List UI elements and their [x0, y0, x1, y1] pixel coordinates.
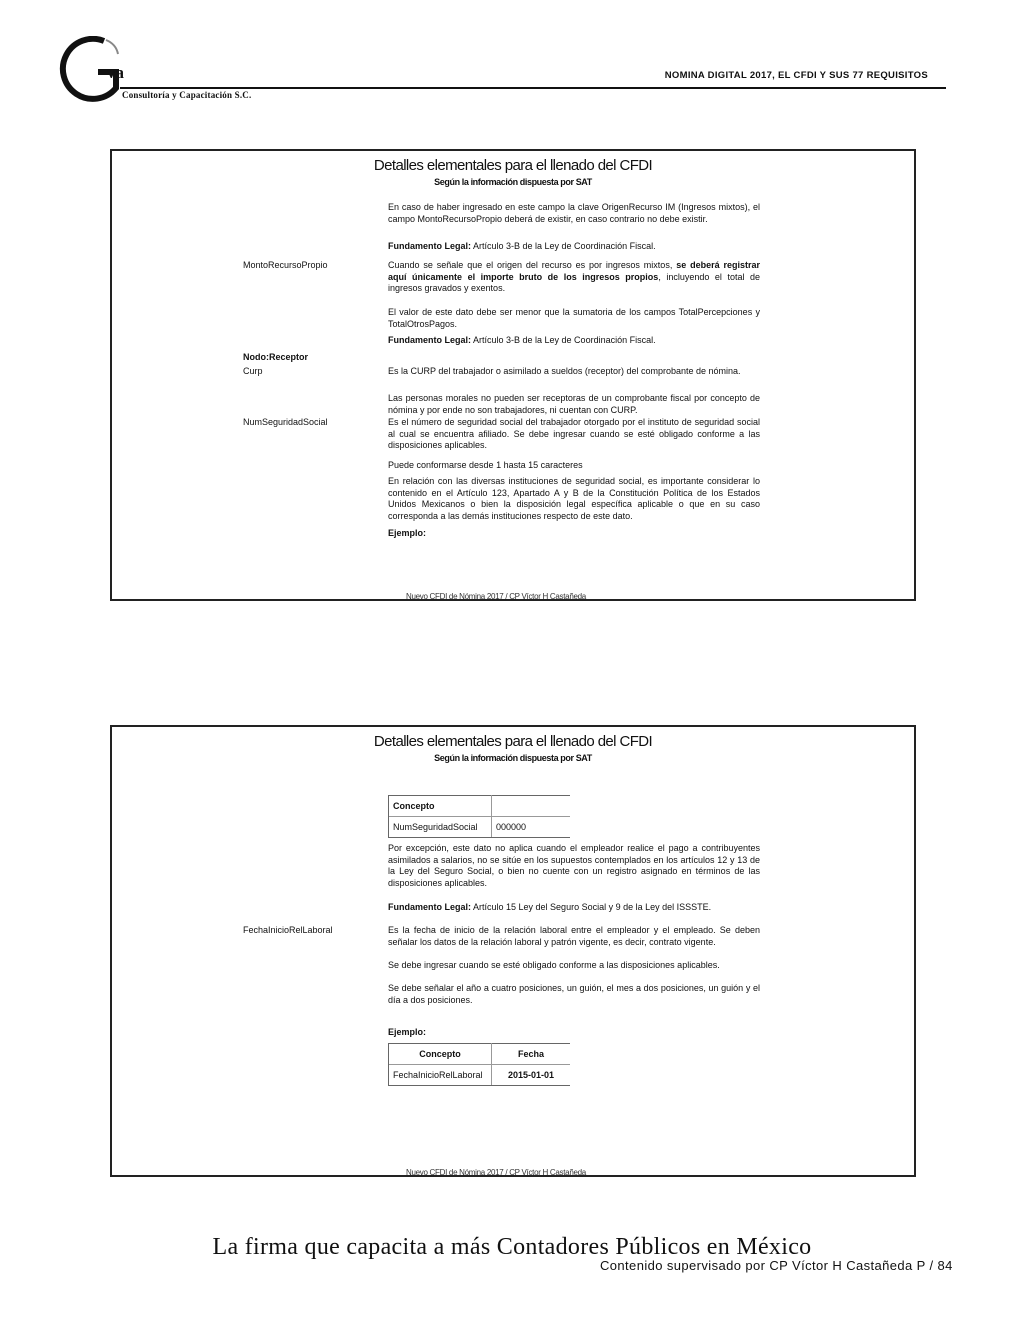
- paragraph: Es la CURP del trabajador o asimilado a sueldos (receptor) del comprobante de nómina.: [388, 366, 741, 376]
- legal-basis: Fundamento Legal: Artículo 3-B de la Ley de Coordinación Fiscal.: [388, 335, 656, 345]
- table-cell: 2015-01-01: [492, 1065, 571, 1086]
- slide-footer: Nuevo CFDI de Nómina 2017 / CP Víctor H Castañeda: [406, 1168, 586, 1177]
- page-footer-note: Contenido supervisado por CP Víctor H Castañeda P / 84: [600, 1258, 953, 1273]
- example-table-fecha: [388, 1043, 570, 1086]
- paragraph: Cuando se señale que el origen del recurso es por ingresos mixtos, se deberá registrar aquí únicamente el importe bruto de los ingresos propios, incluyendo el total de ingresos gravados y exentos.: [388, 260, 761, 294]
- header-divider: [120, 87, 946, 89]
- paragraph: En caso de haber ingresado en este campo la clave OrigenRecurso IM (Ingresos mixtos), el campo MontoRecursoPropio deberá de existir, en caso contrario no debe existir.: [388, 202, 760, 224]
- slide-2: [110, 725, 916, 1177]
- field-label-fecha: FechaInicioRelLaboral: [243, 925, 333, 935]
- node-label-receptor: Nodo:Receptor: [243, 352, 308, 362]
- paragraph: Es el número de seguridad social del trabajador otorgado por el instituto de seguridad social al cual se encuentra afiliado. Se debe ingresar cuando se esté obligado conforme a las disposiciones aplicables.: [388, 417, 760, 451]
- example-table-nss: [388, 795, 570, 838]
- paragraph: En relación con las diversas instituciones de seguridad social, es importante considerar lo contenido en el Artículo 123, Apartado A y B de la Constitución Política de los Estados Unidos Mexicanos o bien la disposición legal específica aplicable o que en su caso corresponda a las demás instituciones respecto de este dato.: [388, 476, 760, 521]
- example-label: Ejemplo:: [388, 1027, 427, 1037]
- table-cell: 000000: [492, 817, 571, 838]
- table-header-cell: Concepto: [389, 796, 492, 817]
- legal-basis: Fundamento Legal: Artículo 15 Ley del Seguro Social y 9 de la Ley del ISSSTE.: [388, 902, 712, 912]
- table-cell: NumSeguridadSocial: [389, 817, 492, 838]
- slide-subtitle: Según la información dispuesta por SAT: [434, 177, 592, 187]
- field-label-monto: MontoRecursoPropio: [243, 260, 328, 270]
- table-header-cell: Concepto: [389, 1044, 492, 1065]
- slide-title: Detalles elementales para el llenado del CFDI: [373, 733, 653, 750]
- paragraph: Puede conformarse desde 1 hasta 15 caracteres: [388, 460, 583, 470]
- company-name: Consultoría y Capacitación S.C.: [122, 90, 252, 100]
- paragraph: Es la fecha de inicio de la relación laboral entre el empleador y el empleado. Se deben señalar los datos de la relación laboral y patrón vigente, es decir, contrato vigente.: [388, 925, 760, 947]
- field-label-nss: NumSeguridadSocial: [243, 417, 328, 427]
- paragraph: Por excepción, este dato no aplica cuando el empleador realice el pago a contribuyentes asimilados a salarios, no se sitúe en los supuestos contemplados en los artículos 12 y 13 de la Ley del Seguro Social, o bien no cuente con un registro asignado en términos de las disposiciones aplicables.: [388, 843, 760, 888]
- slide-subtitle: Según la información dispuesta por SAT: [434, 753, 592, 763]
- tagline: La firma que capacita a más Contadores Públicos en México: [212, 1234, 812, 1260]
- paragraph: Se debe ingresar cuando se esté obligado conforme a las disposiciones aplicables.: [388, 960, 720, 970]
- table-cell: FechaInicioRelLaboral: [389, 1065, 492, 1086]
- slide-title: Detalles elementales para el llenado del CFDI: [373, 157, 653, 174]
- field-label-curp: Curp: [243, 366, 263, 376]
- paragraph: El valor de este dato debe ser menor que la sumatoria de los campos TotalPercepciones y TotalOtrosPagos.: [388, 307, 760, 329]
- table-header-cell: Fecha: [492, 1044, 571, 1065]
- legal-basis: Fundamento Legal: Artículo 3-B de la Ley de Coordinación Fiscal.: [388, 241, 656, 251]
- document-title: NOMINA DIGITAL 2017, EL CFDI Y SUS 77 REQUISITOS: [664, 70, 928, 81]
- example-label: Ejemplo:: [388, 528, 427, 538]
- paragraph: Se debe señalar el año a cuatro posiciones, un guión, el mes a dos posiciones, un guión y el día a dos posiciones.: [388, 983, 760, 1005]
- table-header-cell: [492, 796, 571, 817]
- svg-text:va: va: [107, 63, 124, 82]
- slide-1: [110, 149, 916, 601]
- paragraph: Las personas morales no pueden ser receptoras de un comprobante fiscal por concepto de nómina y por ende no son trabajadores, ni cuentan con CURP.: [388, 393, 760, 415]
- slide-footer: Nuevo CFDI de Nómina 2017 / CP Víctor H Castañeda: [406, 592, 586, 601]
